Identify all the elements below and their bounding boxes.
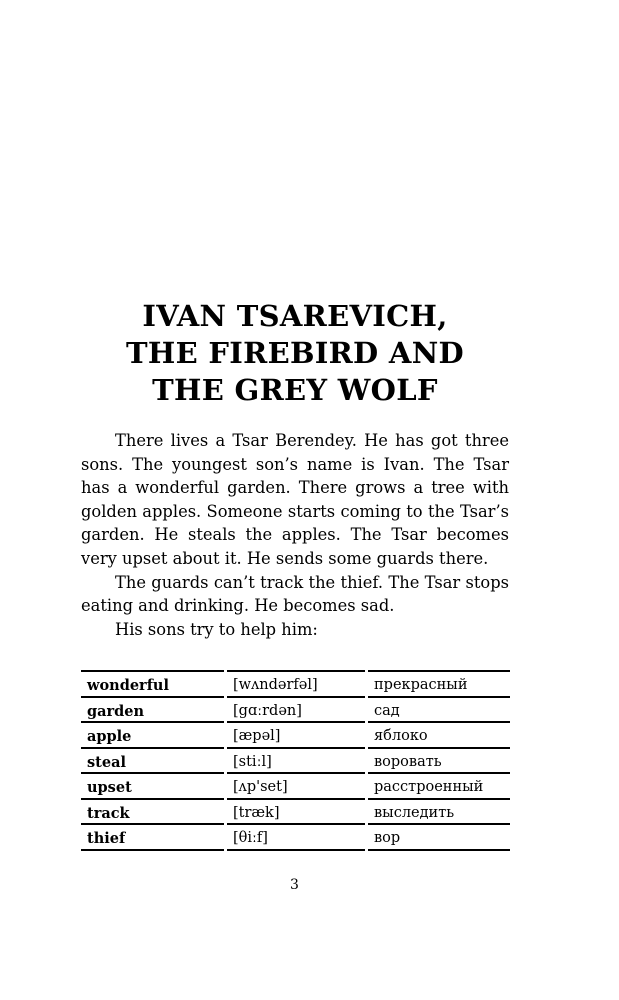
vocab-transcription: [stiːl]: [227, 749, 365, 775]
vocab-transcription: [θiːf]: [227, 825, 365, 851]
vocab-translation: яблоко: [368, 723, 510, 749]
vocab-word: steal: [81, 749, 224, 775]
vocab-translation: вор: [368, 825, 510, 851]
vocabulary-row: [81, 698, 510, 724]
vocabulary-row: [81, 749, 510, 775]
page-number: 3: [290, 877, 299, 893]
paragraph-1: There lives a Tsar Berendey. He has got three sons. The youngest son’s name is Ivan. The Tsar has a wonderful garden. There grows a tree with golden apples. Someone starts coming to the Tsar’s garden. He steals the apples. The Tsar becomes very upset about it. He sends some guards there.: [81, 431, 509, 568]
vocab-translation: прекрасный: [368, 672, 510, 698]
vocab-transcription: [wʌndərfəl]: [227, 672, 365, 698]
vocab-transcription: [ʌp'set]: [227, 774, 365, 800]
vocab-word: wonderful: [81, 672, 224, 698]
vocab-word: track: [81, 800, 224, 826]
vocabulary-row: [81, 672, 510, 698]
vocabulary-row: [81, 800, 510, 826]
paragraph-3: His sons try to help him:: [115, 619, 318, 639]
title-line-2: THE FIREBIRD AND: [126, 336, 464, 370]
chapter-title: [80, 298, 510, 409]
vocabulary-row: [81, 774, 510, 800]
title-line-1: IVAN TSAREVICH,: [142, 299, 448, 333]
vocab-translation: сад: [368, 698, 510, 724]
vocab-translation: расстроенный: [368, 774, 510, 800]
vocab-word: upset: [81, 774, 224, 800]
vocab-translation: выследить: [368, 800, 510, 826]
vocab-translation: воровать: [368, 749, 510, 775]
vocab-transcription: [træk]: [227, 800, 365, 826]
vocab-word: thief: [81, 825, 224, 851]
vocab-word: garden: [81, 698, 224, 724]
title-line-3: THE GREY WOLF: [152, 373, 438, 407]
vocab-word: apple: [81, 723, 224, 749]
paragraph-2: The guards can’t track the thief. The Tsar stops eating and drinking. He becomes sad.: [81, 572, 509, 616]
vocabulary-table: [81, 668, 510, 851]
vocabulary-row: [81, 825, 510, 851]
story-text: [81, 429, 509, 641]
vocabulary-row: [81, 723, 510, 749]
vocab-transcription: [æpəl]: [227, 723, 365, 749]
vocab-transcription: [gɑːrdən]: [227, 698, 365, 724]
